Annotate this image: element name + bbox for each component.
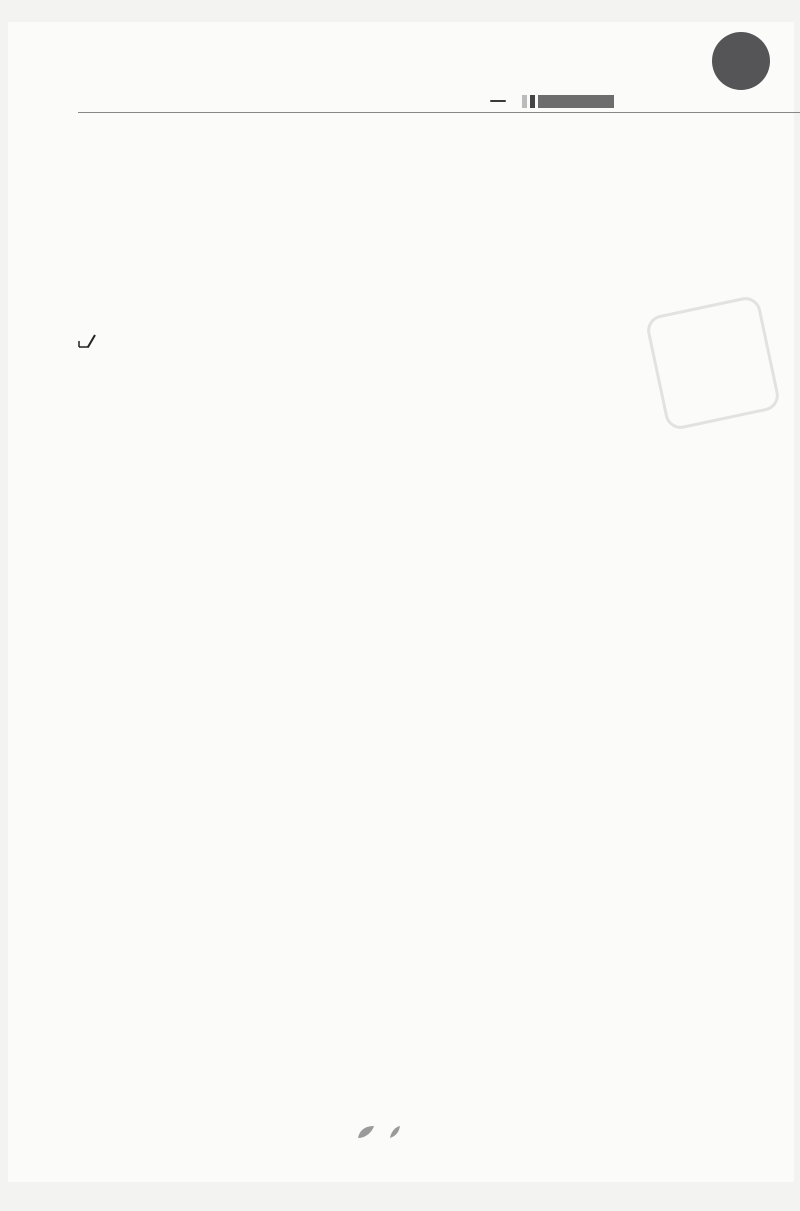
zoom-badge[interactable] bbox=[712, 32, 770, 90]
page-number bbox=[356, 1124, 402, 1140]
leaf-left-icon bbox=[356, 1124, 376, 1140]
header-rule bbox=[78, 112, 800, 113]
watermark-stamp-icon bbox=[644, 294, 782, 432]
leaf-right-icon bbox=[388, 1124, 402, 1140]
pen-icon bbox=[78, 333, 98, 349]
document-page bbox=[8, 22, 794, 1182]
module-title bbox=[300, 600, 314, 620]
page-header bbox=[490, 92, 614, 110]
header-decoration bbox=[522, 95, 614, 108]
grade-label bbox=[490, 100, 506, 102]
section-heading bbox=[78, 333, 100, 349]
